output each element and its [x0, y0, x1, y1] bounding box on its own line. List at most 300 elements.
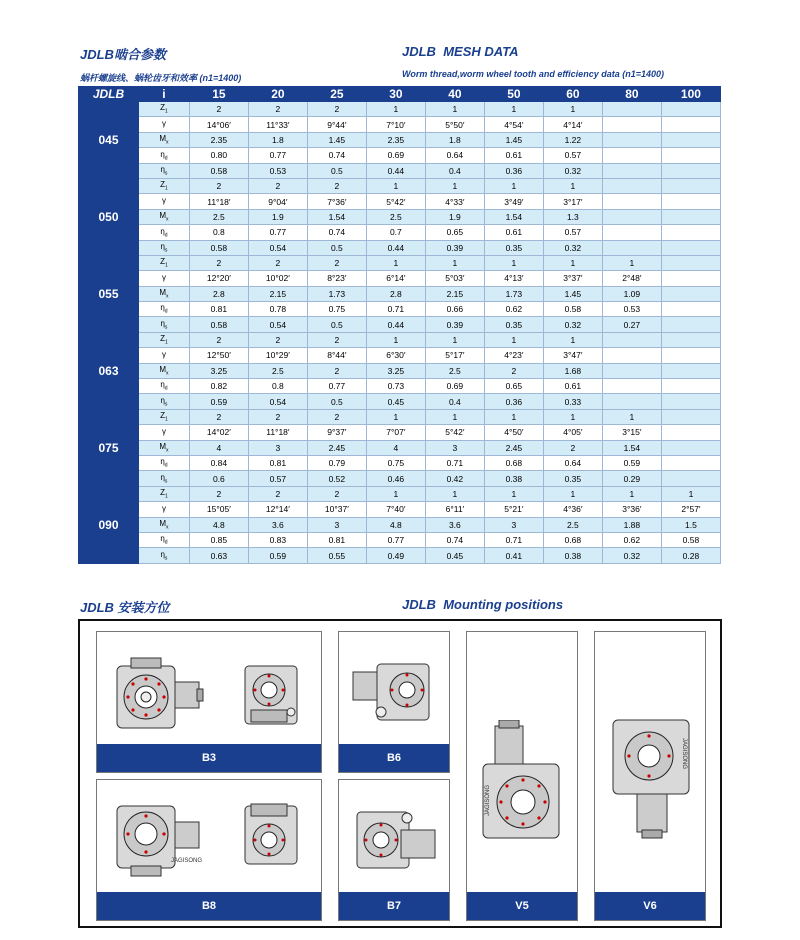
value-cell: 0.38	[484, 471, 543, 486]
value-cell: 0.64	[543, 455, 602, 470]
value-cell	[661, 194, 720, 209]
value-cell: 1	[543, 409, 602, 424]
value-cell: 2	[248, 255, 307, 270]
value-cell	[602, 102, 661, 117]
value-cell: 0.81	[189, 302, 248, 317]
value-cell	[602, 132, 661, 147]
symbol-base: η	[160, 164, 165, 174]
parameter-symbol	[139, 502, 190, 517]
value-cell: 7°07′	[366, 425, 425, 440]
value-cell: 0.58	[189, 163, 248, 178]
symbol-base: M	[159, 518, 167, 528]
value-cell: 3°17′	[543, 194, 602, 209]
value-cell: 1	[425, 102, 484, 117]
symbol-base: M	[159, 441, 167, 451]
symbol-subscript: s	[164, 170, 168, 177]
value-cell: 1	[602, 486, 661, 501]
model-cell: 050	[79, 178, 139, 255]
mesh-title-cn: JDLB啮合参数	[80, 47, 166, 62]
value-cell: 5°03′	[425, 271, 484, 286]
header-ratio-60: 60	[543, 87, 602, 102]
mount-title-cn: JDLB 安装方位	[80, 600, 170, 615]
value-cell: 0.44	[366, 317, 425, 332]
symbol-base: γ	[161, 195, 166, 205]
table-row	[79, 225, 721, 240]
position-card-b7	[338, 779, 450, 921]
value-cell: 0.57	[248, 471, 307, 486]
value-cell: 1.73	[484, 286, 543, 301]
table-row	[79, 132, 721, 147]
value-cell: 1	[484, 409, 543, 424]
value-cell	[602, 348, 661, 363]
mesh-subtitle-en: Worm thread,worm wheel tooth and efficiency data (n1=1400)	[402, 69, 664, 79]
gearbox-b6-drawing	[347, 654, 443, 734]
value-cell: 1	[425, 409, 484, 424]
value-cell: 1	[484, 486, 543, 501]
position-label-b3: B3	[97, 744, 321, 772]
value-cell: 7°10′	[366, 117, 425, 132]
value-cell: 0.45	[425, 548, 484, 563]
symbol-base: Z	[160, 103, 165, 113]
value-cell	[602, 240, 661, 255]
value-cell: 2.45	[307, 440, 366, 455]
value-cell: 0.33	[543, 394, 602, 409]
value-cell: 2	[248, 178, 307, 193]
value-cell: 2	[189, 178, 248, 193]
value-cell: 2°48′	[602, 271, 661, 286]
parameter-symbol	[139, 209, 190, 224]
value-cell: 1	[543, 178, 602, 193]
header-ratio-label: i	[139, 87, 190, 102]
value-cell	[602, 332, 661, 347]
mesh-title-en	[402, 44, 519, 59]
value-cell: 2	[248, 486, 307, 501]
table-row	[79, 286, 721, 301]
parameter-symbol	[139, 240, 190, 255]
value-cell: 2	[248, 332, 307, 347]
value-cell: 5°21′	[484, 502, 543, 517]
value-cell: 4	[366, 440, 425, 455]
gearbox-side-drawing	[237, 654, 307, 734]
value-cell: 1.88	[602, 517, 661, 532]
value-cell: 0.5	[307, 163, 366, 178]
value-cell: 7°36′	[307, 194, 366, 209]
value-cell	[602, 379, 661, 394]
value-cell: 0.66	[425, 302, 484, 317]
mount-title-en	[402, 597, 563, 612]
symbol-base: γ	[161, 349, 166, 359]
value-cell: 0.84	[189, 455, 248, 470]
value-cell: 2	[189, 486, 248, 501]
value-cell: 0.8	[248, 379, 307, 394]
value-cell: 4°54′	[484, 117, 543, 132]
value-cell: 0.46	[366, 471, 425, 486]
value-cell: 0.65	[425, 225, 484, 240]
value-cell	[661, 286, 720, 301]
value-cell	[661, 148, 720, 163]
value-cell	[602, 194, 661, 209]
value-cell: 0.71	[366, 302, 425, 317]
value-cell: 2.5	[543, 517, 602, 532]
value-cell: 2	[189, 102, 248, 117]
parameter-symbol	[139, 548, 190, 563]
value-cell: 2.35	[189, 132, 248, 147]
symbol-subscript: 1	[165, 185, 168, 192]
symbol-base: Z	[160, 257, 165, 267]
value-cell: 0.36	[484, 163, 543, 178]
symbol-base: η	[160, 457, 165, 467]
value-cell: 0.77	[248, 225, 307, 240]
position-label-v6: V6	[595, 892, 705, 920]
value-cell: 5°17′	[425, 348, 484, 363]
value-cell: 1	[484, 178, 543, 193]
symbol-subscript: d	[164, 309, 168, 316]
mounting-positions-panel	[78, 619, 722, 928]
value-cell: 2.5	[425, 363, 484, 378]
value-cell: 0.6	[189, 471, 248, 486]
value-cell: 1	[366, 409, 425, 424]
value-cell: 1.45	[484, 132, 543, 147]
symbol-base: Z	[160, 411, 165, 421]
value-cell: 15°05′	[189, 502, 248, 517]
table-row	[79, 486, 721, 501]
value-cell: 0.54	[248, 317, 307, 332]
header-model-label: JDLB	[79, 87, 139, 102]
value-cell: 0.57	[543, 148, 602, 163]
value-cell: 1.22	[543, 132, 602, 147]
symbol-base: η	[160, 549, 165, 559]
value-cell: 0.62	[602, 532, 661, 547]
position-card-b8	[96, 779, 322, 921]
mesh-data-table	[78, 86, 721, 564]
value-cell: 14°06′	[189, 117, 248, 132]
mesh-title-en-prefix: JDLB	[402, 44, 436, 59]
value-cell: 0.58	[189, 240, 248, 255]
symbol-base: Z	[160, 488, 165, 498]
header-ratio-40: 40	[425, 87, 484, 102]
value-cell: 3°36′	[602, 502, 661, 517]
parameter-symbol	[139, 286, 190, 301]
parameter-symbol	[139, 379, 190, 394]
value-cell	[661, 363, 720, 378]
value-cell: 1	[366, 486, 425, 501]
v6-brand-mark: JAGISONG	[681, 738, 687, 770]
value-cell: 1	[661, 486, 720, 501]
position-card-v5	[466, 631, 578, 921]
value-cell: 2	[189, 255, 248, 270]
value-cell: 4°33′	[425, 194, 484, 209]
value-cell: 10°37′	[307, 502, 366, 517]
symbol-subscript: x	[166, 370, 169, 377]
value-cell: 0.4	[425, 163, 484, 178]
value-cell: 4.8	[189, 517, 248, 532]
value-cell: 1	[543, 102, 602, 117]
symbol-subscript: 1	[165, 262, 168, 269]
parameter-symbol	[139, 302, 190, 317]
value-cell	[602, 363, 661, 378]
value-cell: 0.49	[366, 548, 425, 563]
value-cell	[602, 117, 661, 132]
symbol-subscript: d	[164, 462, 168, 469]
symbol-base: η	[160, 303, 165, 313]
gearbox-v6-drawing	[603, 714, 699, 864]
value-cell: 4°13′	[484, 271, 543, 286]
value-cell: 2.5	[366, 209, 425, 224]
parameter-symbol	[139, 178, 190, 193]
value-cell: 5°50′	[425, 117, 484, 132]
value-cell: 0.38	[543, 548, 602, 563]
position-label-b6: B6	[339, 744, 449, 772]
table-row	[79, 348, 721, 363]
table-row	[79, 240, 721, 255]
value-cell: 10°29′	[248, 348, 307, 363]
value-cell: 0.58	[543, 302, 602, 317]
value-cell	[661, 102, 720, 117]
symbol-base: γ	[161, 272, 166, 282]
value-cell: 0.75	[307, 302, 366, 317]
table-row	[79, 178, 721, 193]
value-cell: 0.68	[484, 455, 543, 470]
symbol-subscript: x	[166, 293, 169, 300]
symbol-subscript: 1	[165, 416, 168, 423]
value-cell: 0.73	[366, 379, 425, 394]
value-cell: 12°20′	[189, 271, 248, 286]
symbol-subscript: s	[164, 247, 168, 254]
value-cell: 3.25	[189, 363, 248, 378]
table-row	[79, 379, 721, 394]
value-cell: 0.83	[248, 532, 307, 547]
value-cell: 0.74	[425, 532, 484, 547]
value-cell: 1.45	[543, 286, 602, 301]
table-row	[79, 255, 721, 270]
header-ratio-20: 20	[248, 87, 307, 102]
table-row	[79, 532, 721, 547]
gearbox-b8-front-drawing	[105, 800, 205, 880]
value-cell: 2.8	[189, 286, 248, 301]
table-row	[79, 102, 721, 117]
value-cell: 0.39	[425, 317, 484, 332]
value-cell: 10°02′	[248, 271, 307, 286]
value-cell: 12°50′	[189, 348, 248, 363]
value-cell: 6°30′	[366, 348, 425, 363]
value-cell: 0.55	[307, 548, 366, 563]
value-cell: 0.32	[602, 548, 661, 563]
symbol-subscript: s	[164, 401, 168, 408]
value-cell: 2	[307, 332, 366, 347]
value-cell: 0.58	[189, 317, 248, 332]
symbol-subscript: x	[166, 139, 169, 146]
value-cell: 3	[484, 517, 543, 532]
gearbox-v5-drawing	[473, 720, 569, 870]
value-cell: 0.71	[484, 532, 543, 547]
value-cell: 0.59	[189, 394, 248, 409]
value-cell: 0.53	[248, 163, 307, 178]
mount-title-en-text: Mounting positions	[443, 597, 564, 612]
header-ratio-50: 50	[484, 87, 543, 102]
value-cell: 0.45	[366, 394, 425, 409]
symbol-base: M	[159, 288, 167, 298]
value-cell	[661, 425, 720, 440]
value-cell: 2.8	[366, 286, 425, 301]
table-row	[79, 471, 721, 486]
value-cell	[602, 394, 661, 409]
parameter-symbol	[139, 102, 190, 117]
value-cell: 3.6	[248, 517, 307, 532]
position-card-b3	[96, 631, 322, 773]
value-cell: 0.35	[484, 317, 543, 332]
header-ratio-25: 25	[307, 87, 366, 102]
table-row	[79, 502, 721, 517]
value-cell: 0.59	[602, 455, 661, 470]
symbol-subscript: x	[166, 447, 169, 454]
value-cell: 3	[307, 517, 366, 532]
value-cell: 0.77	[307, 379, 366, 394]
value-cell: 2	[307, 178, 366, 193]
parameter-symbol	[139, 517, 190, 532]
value-cell	[661, 209, 720, 224]
symbol-base: γ	[161, 118, 166, 128]
value-cell: 1.9	[425, 209, 484, 224]
value-cell	[661, 302, 720, 317]
value-cell: 0.74	[307, 148, 366, 163]
value-cell: 0.65	[484, 379, 543, 394]
value-cell: 1	[484, 332, 543, 347]
value-cell: 2	[307, 409, 366, 424]
value-cell: 1	[366, 332, 425, 347]
value-cell: 8°23′	[307, 271, 366, 286]
value-cell: 4°36′	[543, 502, 602, 517]
symbol-subscript: 1	[165, 108, 168, 115]
value-cell	[661, 271, 720, 286]
value-cell: 0.81	[307, 532, 366, 547]
symbol-subscript: s	[164, 324, 168, 331]
value-cell: 0.35	[484, 240, 543, 255]
value-cell: 0.42	[425, 471, 484, 486]
value-cell: 0.80	[189, 148, 248, 163]
value-cell: 1.09	[602, 286, 661, 301]
value-cell: 0.68	[543, 532, 602, 547]
value-cell: 7°40′	[366, 502, 425, 517]
symbol-subscript: x	[166, 524, 169, 531]
value-cell: 1.5	[661, 517, 720, 532]
value-cell: 0.71	[425, 455, 484, 470]
value-cell	[661, 471, 720, 486]
value-cell: 0.61	[543, 379, 602, 394]
symbol-base: η	[160, 380, 165, 390]
table-row	[79, 302, 721, 317]
parameter-symbol	[139, 455, 190, 470]
value-cell: 0.69	[425, 379, 484, 394]
mesh-subtitle-cn: 蜗杆螺旋线、蜗轮齿牙和效率 (n1=1400)	[80, 73, 242, 83]
value-cell: 0.57	[543, 225, 602, 240]
value-cell: 5°42′	[425, 425, 484, 440]
model-cell: 045	[79, 102, 139, 179]
value-cell	[661, 240, 720, 255]
parameter-symbol	[139, 471, 190, 486]
value-cell: 3	[248, 440, 307, 455]
value-cell: 14°02′	[189, 425, 248, 440]
value-cell: 4°05′	[543, 425, 602, 440]
symbol-base: γ	[161, 503, 166, 513]
parameter-symbol	[139, 425, 190, 440]
value-cell: 0.54	[248, 394, 307, 409]
symbol-base: M	[159, 211, 167, 221]
value-cell: 2	[189, 332, 248, 347]
value-cell: 2	[484, 363, 543, 378]
parameter-symbol	[139, 532, 190, 547]
value-cell	[602, 148, 661, 163]
parameter-symbol	[139, 348, 190, 363]
table-row	[79, 440, 721, 455]
value-cell: 2.5	[248, 363, 307, 378]
parameter-symbol	[139, 409, 190, 424]
value-cell: 2.15	[425, 286, 484, 301]
value-cell: 0.32	[543, 240, 602, 255]
value-cell: 11°18′	[248, 425, 307, 440]
value-cell: 9°04′	[248, 194, 307, 209]
value-cell: 1	[602, 255, 661, 270]
value-cell: 0.52	[307, 471, 366, 486]
parameter-symbol	[139, 332, 190, 347]
value-cell: 2.15	[248, 286, 307, 301]
model-cell: 090	[79, 486, 139, 563]
table-row	[79, 425, 721, 440]
value-cell: 2	[307, 255, 366, 270]
value-cell: 2	[248, 102, 307, 117]
value-cell: 0.5	[307, 240, 366, 255]
table-row	[79, 517, 721, 532]
value-cell: 0.32	[543, 163, 602, 178]
parameter-symbol	[139, 194, 190, 209]
table-row	[79, 548, 721, 563]
value-cell: 0.78	[248, 302, 307, 317]
value-cell: 3°49′	[484, 194, 543, 209]
value-cell	[661, 348, 720, 363]
value-cell: 0.7	[366, 225, 425, 240]
value-cell: 1.8	[425, 132, 484, 147]
symbol-subscript: 1	[165, 493, 168, 500]
value-cell: 0.8	[189, 225, 248, 240]
value-cell: 0.27	[602, 317, 661, 332]
value-cell: 1	[366, 102, 425, 117]
value-cell: 0.85	[189, 532, 248, 547]
gearbox-b7-drawing	[347, 800, 443, 880]
value-cell: 4.8	[366, 517, 425, 532]
symbol-base: M	[159, 134, 167, 144]
symbol-subscript: x	[166, 216, 169, 223]
value-cell: 0.44	[366, 240, 425, 255]
value-cell	[661, 225, 720, 240]
table-row	[79, 117, 721, 132]
symbol-base: η	[160, 226, 165, 236]
model-cell: 075	[79, 409, 139, 486]
parameter-symbol	[139, 255, 190, 270]
value-cell: 0.5	[307, 394, 366, 409]
value-cell: 1.73	[307, 286, 366, 301]
symbol-base: η	[160, 534, 165, 544]
value-cell: 1.54	[484, 209, 543, 224]
value-cell	[661, 332, 720, 347]
symbol-subscript: d	[164, 232, 168, 239]
value-cell: 2	[307, 486, 366, 501]
value-cell: 1	[425, 486, 484, 501]
value-cell: 1	[484, 255, 543, 270]
symbol-base: η	[160, 395, 165, 405]
value-cell: 0.44	[366, 163, 425, 178]
value-cell: 1.9	[248, 209, 307, 224]
value-cell: 3°37′	[543, 271, 602, 286]
value-cell: 0.36	[484, 394, 543, 409]
